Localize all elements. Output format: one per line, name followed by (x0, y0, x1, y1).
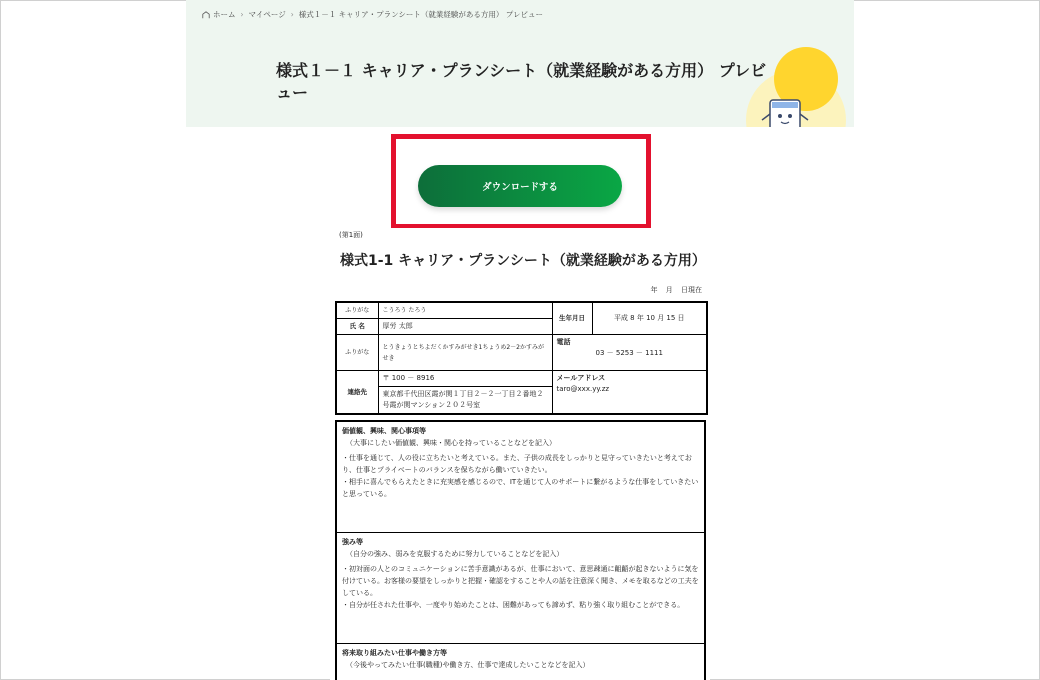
home-icon (202, 11, 210, 19)
chevron-right-icon: › (240, 10, 244, 19)
section-future-work (337, 644, 704, 677)
personal-info-table (335, 301, 708, 415)
page-title: 様式１－１ キャリア・プランシート（就業経験がある方用） プレビュー (276, 61, 767, 102)
name-label: 氏 名 (336, 319, 378, 335)
phone-label: 電話 (556, 338, 571, 346)
name-value: 厚労 太郎 (378, 319, 552, 335)
email-value: taro@xxx.yy.zz (556, 385, 610, 393)
section-values (337, 422, 704, 533)
breadcrumb-current: 様式１－１ キャリア・プランシート（就業経験がある方用） プレビュー (298, 10, 543, 19)
document-title: 様式1-1 キャリア・プランシート（就業経験がある方用） (340, 253, 706, 269)
furigana-address: とうきょうとちよだくかすみがせき1ちょうめ2－2かすみがせき (378, 335, 552, 371)
postal-code: 〒 100 － 8916 (378, 371, 552, 387)
furigana-address-label: ふりがな (336, 335, 378, 371)
section-body: ・初対面の人とのコミュニケーションに苦手意識があるが、仕事において、意思疎通に齟齬が起きないように気を付けている。お客様の要望をしっかりと把握・確認をすることや人の話を注意深く聞き、メモを取るなどの工夫をしている。 ・自分が任された仕事や、一度やり始めたことは、困難があっても諦めず、粘り強く取り組むことができる。 (342, 565, 699, 609)
chevron-right-icon: › (290, 10, 294, 19)
furigana-label: ふりがな (336, 302, 378, 319)
as-of-date: 年 月 日現在 (650, 286, 702, 294)
birth-value: 平成 8 年 10 月 15 日 (592, 302, 707, 335)
download-button[interactable]: ダウンロードする (418, 165, 622, 207)
breadcrumb (202, 9, 543, 20)
section-heading: 価値観、興味、関心事項等 (342, 427, 426, 435)
section-subheading: （自分の強み、弱みを克服するために努力していることなどを記入） (346, 550, 564, 558)
section-subheading: （今後やってみたい仕事(職種)や働き方、仕事で達成したいことなどを記入） (346, 661, 590, 669)
section-heading: 強み等 (342, 538, 363, 546)
breadcrumb-home-link[interactable]: ホーム (213, 10, 236, 19)
career-content-box (335, 420, 706, 680)
birth-label: 生年月日 (552, 302, 592, 335)
page-number: (第1面) (339, 231, 363, 239)
section-body: ・仕事を通じて、人の役に立ちたいと考えている。また、子供の成長をしっかりと見守っていきたいと考えており、仕事とプライベートのバランスを保ちながら働いていきたい。 ・相手に喜んでもらえたときに充実感を感じるので、ITを通じて人のサポートに繋がるような仕事をしていきたいと思っている。 (342, 454, 699, 498)
section-heading: 将来取り組みたい仕事や働き方等 (342, 649, 447, 657)
preview-document (330, 228, 710, 680)
phone-value: 03 － 5253 － 1111 (595, 349, 663, 357)
breadcrumb-mypage-link[interactable]: マイページ (248, 10, 286, 19)
contact-label: 連絡先 (336, 371, 378, 415)
mascot-illustration (758, 94, 818, 127)
email-label: メールアドレス (556, 374, 606, 382)
address-value: 東京都千代田区霞が関１丁目２－２一丁目２番地２号霞が関マンション２０２号室 (378, 387, 552, 415)
section-subheading: （大事にしたい価値観、興味・関心を持っていることなどを記入） (346, 439, 556, 447)
furigana-name: こうろう たろう (378, 302, 552, 319)
page-header (186, 0, 854, 127)
section-strengths (337, 533, 704, 644)
